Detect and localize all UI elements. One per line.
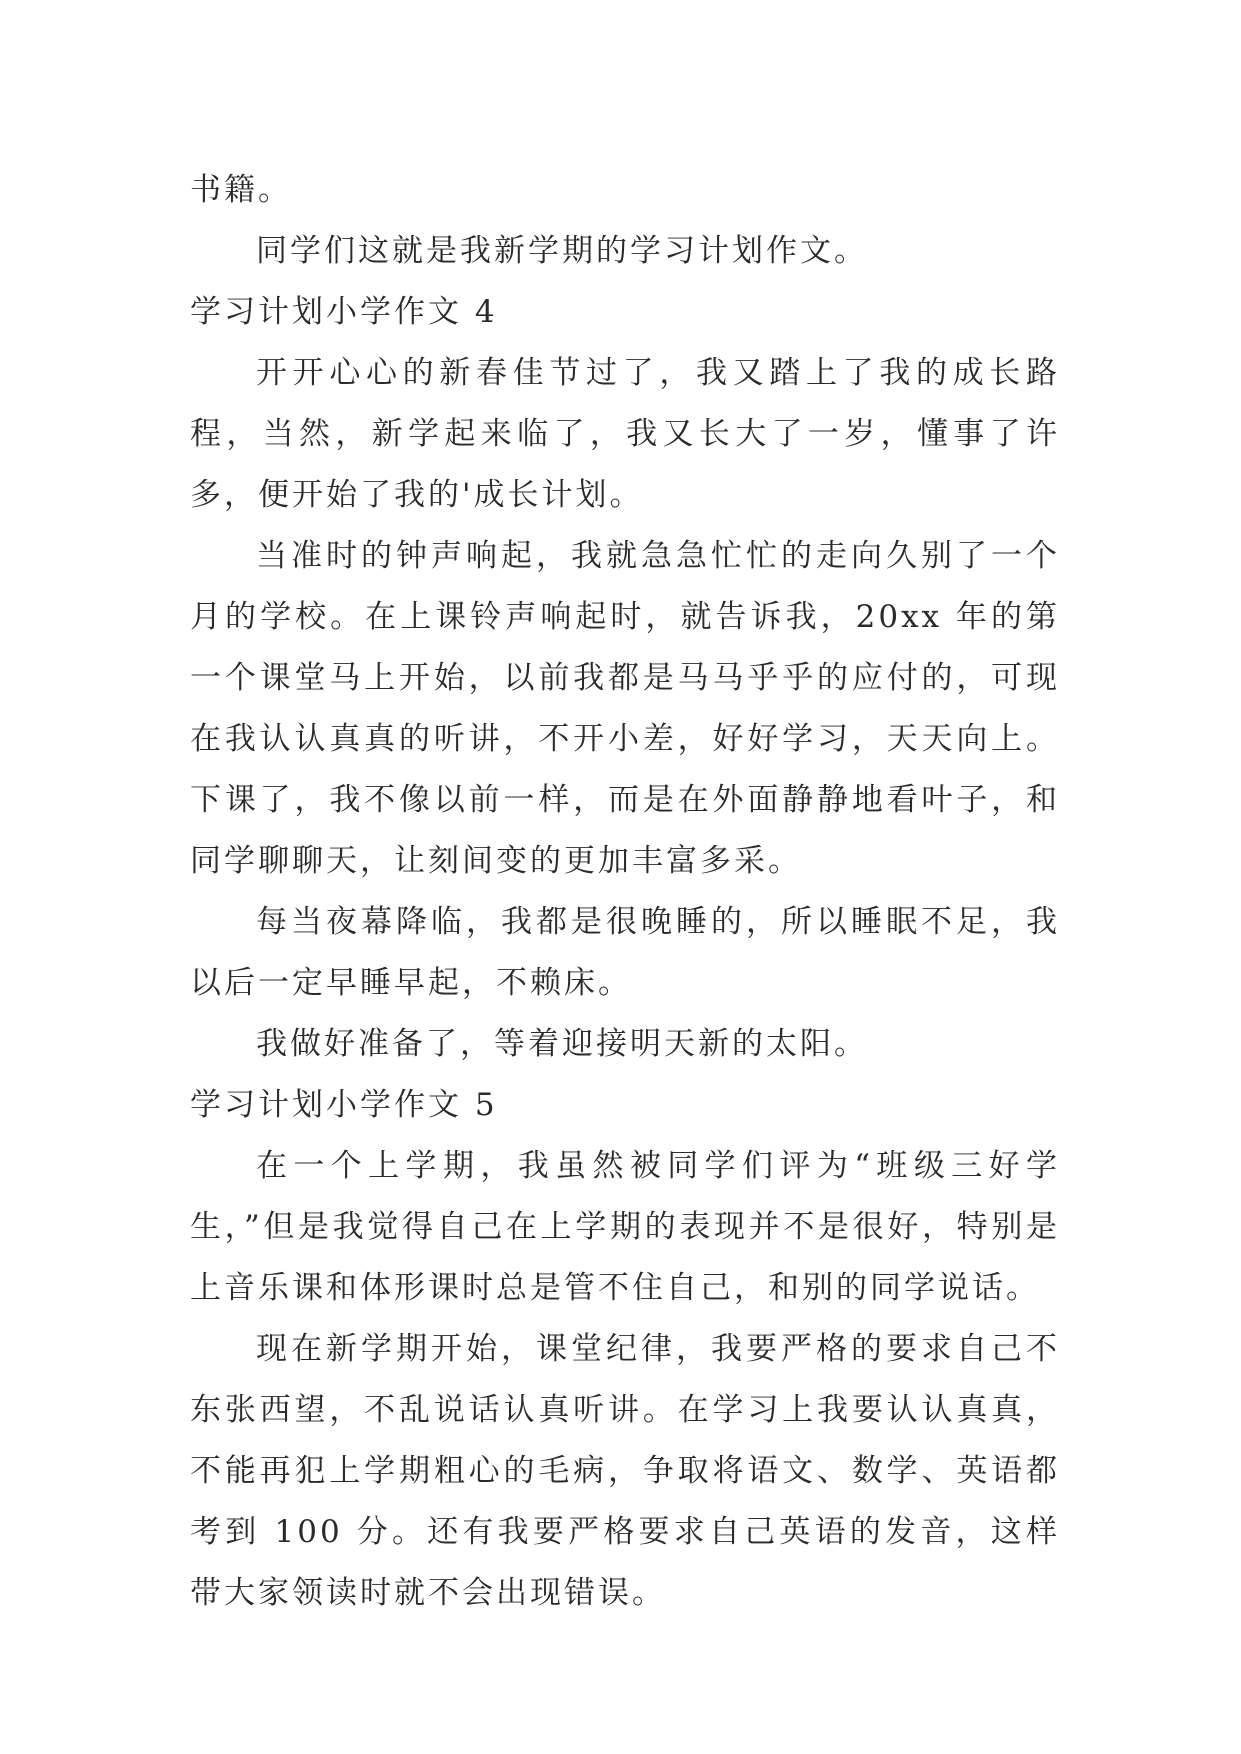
section-title-5: 学习计划小学作文 5: [190, 1087, 498, 1123]
paragraph: 在一个上学期，我虽然被同学们评为“班级三好学生，”但是我觉得自己在上学期的表现并不是很好，特别是上音乐课和体形课时总是管不住自己，和别的同学说话。: [190, 1148, 1060, 1306]
paragraph: 当准时的钟声响起，我就急急忙忙的走向久别了一个月的学校。在上课铃声响起时，就告诉我，20xx 年的第一个课堂马上开始，以前我都是马马乎乎的应付的，可现在我认认真真的听讲，不开小差，好好学习，天天向上。下课了，我不像以前一样，而是在外面静静地看叶子，和同学聊聊天，让刻间变的更加丰富多采。: [190, 538, 1060, 879]
paragraph: 现在新学期开始，课堂纪律，我要严格的要求自己不东张西望，不乱说话认真听讲。在学习上我要认认真真，不能再犯上学期粗心的毛病，争取将语文、数学、英语都考到 100 分。还有我要严格要求自己英语的发音，这样带大家领读时就不会出现错误。: [190, 1331, 1060, 1611]
paragraph: 我做好准备了，等着迎接明天新的太阳。: [256, 1026, 868, 1062]
document-body: [190, 160, 1060, 1624]
paragraph: 开开心心的新春佳节过了，我又踏上了我的成长路程，当然，新学起来临了，我又长大了一岁，懂事了许多，便开始了我的'成长计划。: [190, 355, 1060, 513]
paragraph: 同学们这就是我新学期的学习计划作文。: [256, 233, 868, 269]
section-title-4: 学习计划小学作文 4: [190, 294, 498, 330]
paragraph: 每当夜幕降临，我都是很晚睡的，所以睡眠不足，我以后一定早睡早起，不赖床。: [190, 904, 1060, 1001]
paragraph-continuation: 书籍。: [190, 172, 292, 208]
